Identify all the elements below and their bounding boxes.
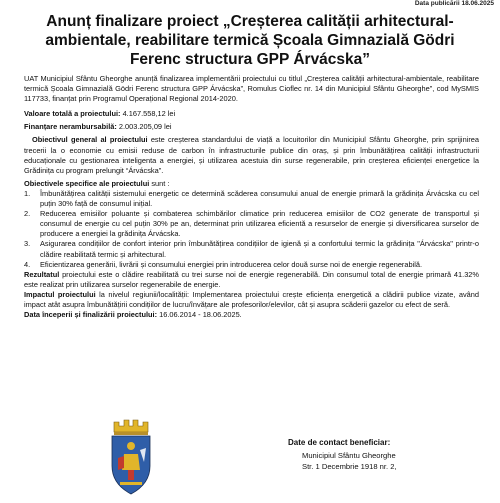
impact-paragraph xyxy=(24,290,479,310)
nonrefundable-amount: 2.003.205,09 lei xyxy=(116,122,172,132)
list-item-number: 4. xyxy=(24,259,31,269)
total-value-amount: 4.167.558,12 lei xyxy=(120,109,176,119)
page-title: Anunț finalizare proiect „Creșterea calității arhitectural-ambientale, reabilitare termică Școala Gimnazială Gödri Ferenc structura GPP Árvácska” xyxy=(45,13,455,68)
dates-label: Data începerii și finalizării proiectului: xyxy=(24,310,158,320)
total-value-label: Valoare totală a proiectului: xyxy=(24,109,121,119)
intro-paragraph: UAT Municipiul Sfântu Gheorghe anunță finalizarea implementării proiectului cu titlul „Creșterea calității arhitectural-ambientale, reabilitare termică Școala Gimnazială Gödri Ferenc structura GPP Árvácska”, Romulus Cioflec nr. 14 din Municipiul Sfântu Gheorghe”, cod MySMIS 117733, finanțat prin Programul Operațional Regional 2014-2020. xyxy=(24,74,479,104)
nonrefundable-line xyxy=(24,122,479,132)
result-label: Rezultatul xyxy=(24,269,60,279)
list-item-number: 1. xyxy=(24,188,31,198)
dates-line xyxy=(24,310,479,320)
contact-heading: Date de contact beneficiar: xyxy=(288,438,391,447)
general-objective-text: este creșterea standardului de viață a locuitorilor din Municipiul Sfântu Gheorghe, prin sprijinirea trecerii la o economie cu emisii reduse de carbon în infrastructurile publice din oraș, și prin îmbunătățirea calității infrastructurii educaționale cu gestionarea inteligenta a energiei, și utilizarea acestuia din surse regenerabile, prin creșterea eficienței energetice la Grădinița cu program prelungit “Árvácska”. xyxy=(24,135,480,175)
list-item-text: Reducerea emisiilor poluante și combaterea schimbărilor climatice prin reducerea emisiilor de CO2 generate de transportul și consumul de energie cu cel puțin 30% pe an, determinat prin utilizarea eficientă a resurselor de energie și diversificarea surselor de producere a energiei la grădinița Árvácska. xyxy=(40,209,479,239)
result-text: proiectului este o clădire reabilitată cu trei surse noi de energie regenerabilă. Din consumul total de energie primară 41.32% este realizat prin utilizarea surselor regenerabile de energie. xyxy=(24,269,479,289)
list-item xyxy=(24,260,479,270)
specific-objectives-suffix: sunt : xyxy=(149,178,170,188)
list-item xyxy=(24,239,479,259)
dates-value: 16.06.2014 - 18.06.2025. xyxy=(157,310,242,320)
general-objective xyxy=(24,135,479,175)
city-coat-of-arms-icon xyxy=(106,418,156,498)
list-item-number: 3. xyxy=(24,239,31,249)
footer xyxy=(0,410,500,500)
announcement-body xyxy=(24,74,479,320)
total-value-line xyxy=(24,109,479,119)
nonrefundable-label: Finanțare nerambursabilă: xyxy=(24,122,117,132)
contact-line: Str. 1 Decembrie 1918 nr. 2, xyxy=(302,462,397,471)
list-item-text: Îmbunătățirea calității sistemului energetic ce determină scăderea consumului anual de energie primară la grădinița Árvácska cu cel puțin 30% față de consumul inițial. xyxy=(40,188,479,209)
contact-block xyxy=(288,437,488,472)
list-item-text: Asigurarea condițiilor de confort interior prin îmbunătățirea condițiilor de igienă și a confortului termic la grădinița "Árvácska" printr-o clădire reabilitată termic și arhitectural. xyxy=(40,239,479,259)
specific-objectives-heading xyxy=(24,179,479,189)
impact-label: Impactul proiectului xyxy=(24,289,96,299)
general-objective-label: Obiectivul general al proiectului xyxy=(32,135,148,145)
specific-objectives-label: Obiectivele specifice ale proiectului xyxy=(24,178,150,188)
list-item xyxy=(24,189,479,209)
publication-date: Data publicării 18.06.2025 xyxy=(414,0,494,7)
list-item-text: Eficientizarea generării, livrării și consumului energiei prin introducerea celor două surse noi de energie regenerabilă. xyxy=(40,259,423,269)
list-item-number: 2. xyxy=(24,209,31,219)
contact-line: Municipiul Sfântu Gheorghe xyxy=(302,451,396,460)
list-item xyxy=(24,209,479,239)
result-paragraph xyxy=(24,270,479,290)
impact-text: la nivelul regiunii/localității: Implementarea proiectului crește eficiența energetică a clădirii publice vizate, având impact atât asupra îmbunătățirii condițiilor de lucru/învățare ale profesorilor/elevilor, cât și asupra scăderii gazelor cu efect de seră. xyxy=(24,289,479,309)
